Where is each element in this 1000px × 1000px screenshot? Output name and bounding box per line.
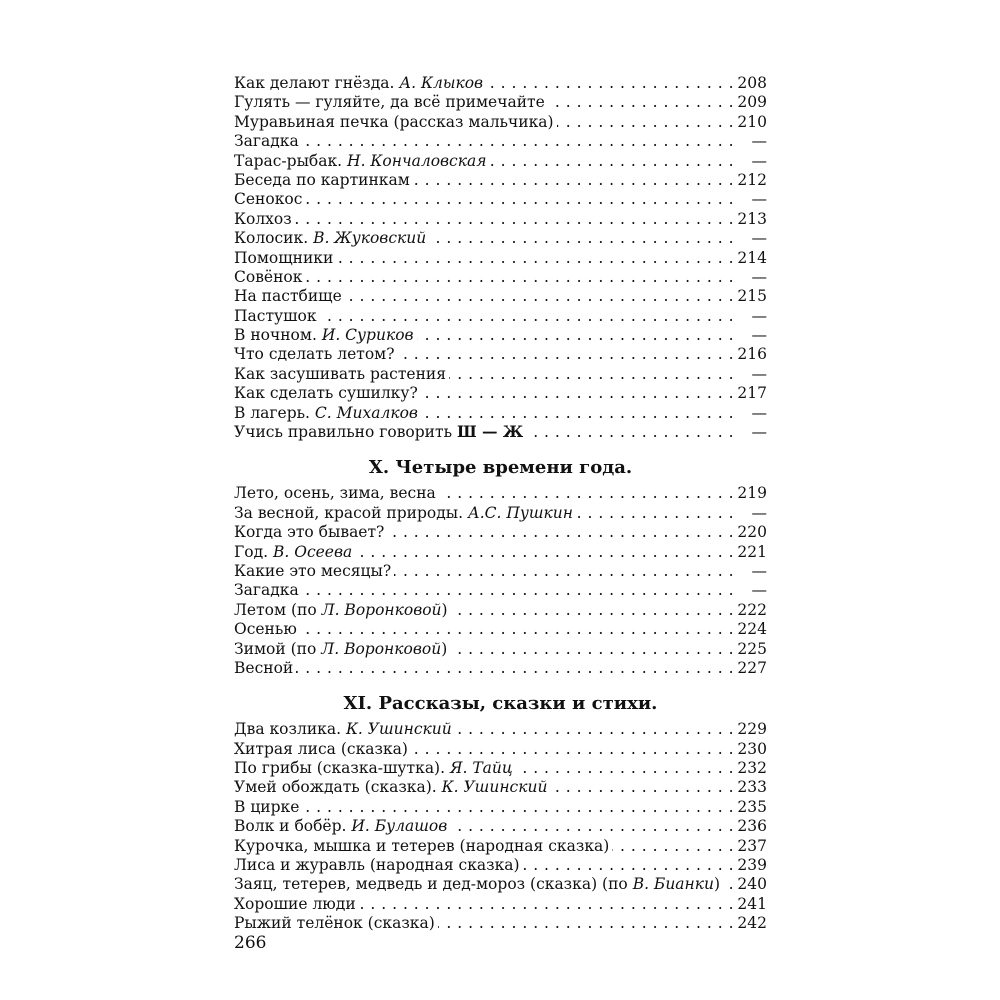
toc-entry xyxy=(234,856,767,875)
toc-page-number: 221 xyxy=(737,542,767,561)
toc-entry xyxy=(234,817,767,836)
title-text: Хитрая лиса (сказка) xyxy=(234,739,408,758)
page-number: 266 xyxy=(234,933,267,953)
dot-leader xyxy=(305,268,734,287)
toc-page-number: 236 xyxy=(737,817,767,836)
toc-entry-title xyxy=(234,914,435,933)
toc-entry xyxy=(234,837,767,856)
title-text: В ночном. xyxy=(234,326,322,345)
toc-entry-title xyxy=(234,113,554,132)
toc-entry-title xyxy=(234,404,418,423)
toc-entry xyxy=(234,640,767,659)
toc-entry xyxy=(234,523,767,542)
toc-entry-title xyxy=(234,229,426,248)
toc-entry-title xyxy=(234,543,352,562)
author-name: В. Жуковский xyxy=(313,229,427,248)
dot-leader xyxy=(438,914,734,933)
toc-entry-title xyxy=(234,798,299,817)
toc-page-number: — xyxy=(751,403,767,422)
author-name: Я. Тайц xyxy=(449,759,513,778)
toc-page-number: 220 xyxy=(737,523,767,542)
toc-page-number: 230 xyxy=(737,739,767,758)
toc-entry xyxy=(234,365,767,384)
toc-page-number: 217 xyxy=(737,384,767,403)
dot-leader xyxy=(723,875,734,894)
title-text: Загадка xyxy=(234,581,299,600)
dot-leader xyxy=(417,326,734,345)
toc-entry xyxy=(234,875,767,894)
toc-entry xyxy=(234,895,767,914)
toc-page-number: 241 xyxy=(737,894,767,913)
toc-entry-title xyxy=(234,326,414,345)
table-of-contents xyxy=(234,74,767,934)
title-text: Колхоз xyxy=(234,209,292,228)
toc-entry xyxy=(234,171,767,190)
dot-leader xyxy=(302,581,734,600)
toc-entry xyxy=(234,484,767,503)
toc-entry-title xyxy=(234,659,293,678)
emphasis-text: Ш — Ж xyxy=(456,422,524,442)
toc-entry xyxy=(234,759,767,778)
dot-leader xyxy=(455,720,734,739)
toc-page-number: — xyxy=(751,132,767,151)
title-text: Загадка xyxy=(234,132,299,151)
author-name: Л. Воронковой xyxy=(321,639,442,658)
toc-page-number: — xyxy=(751,151,767,170)
toc-entry-title xyxy=(234,268,302,287)
toc-entry-title xyxy=(234,740,408,759)
toc-entry-title xyxy=(234,759,513,778)
title-text: ) xyxy=(441,639,448,658)
dot-leader xyxy=(516,759,734,778)
title-text: Лето, осень, зима, весна xyxy=(234,484,436,503)
toc-page-number: — xyxy=(751,190,767,209)
toc-entry-title xyxy=(234,640,447,659)
toc-page-number: 208 xyxy=(737,73,767,92)
dot-leader xyxy=(449,365,734,384)
title-text: Совёнок xyxy=(234,267,303,286)
title-text: Рыжий телёнок (сказка) xyxy=(234,914,435,933)
author-name: К. Ушинский xyxy=(441,778,548,797)
toc-entry-title xyxy=(234,384,418,403)
section-heading: XI. Рассказы, сказки и стихи. xyxy=(343,693,658,715)
author-name: И. Булашов xyxy=(351,817,448,836)
dot-leader xyxy=(302,132,734,151)
toc-entry xyxy=(234,659,767,678)
toc-page-number: — xyxy=(751,364,767,383)
toc-entry xyxy=(234,132,767,151)
toc-entry xyxy=(234,345,767,364)
toc-entry-title xyxy=(234,837,609,856)
title-text: Как сделать сушилку? xyxy=(234,384,418,403)
toc-entry xyxy=(234,740,767,759)
author-name: К. Ушинский xyxy=(345,720,452,739)
author-name: А.С. Пушкин xyxy=(467,503,573,522)
toc-entry-title xyxy=(234,307,317,326)
dot-leader xyxy=(421,384,734,403)
dot-leader xyxy=(421,404,734,423)
toc-entry xyxy=(234,423,767,442)
section-heading: X. Четыре времени года. xyxy=(368,457,633,479)
dot-leader xyxy=(320,307,734,326)
toc-page-number: 225 xyxy=(737,639,767,658)
toc-entry xyxy=(234,326,767,345)
toc-page-number: — xyxy=(751,267,767,286)
title-text: Муравьиная печка (рассказ мальчика) xyxy=(234,112,554,131)
toc-page-number: 227 xyxy=(737,658,767,677)
dot-leader xyxy=(450,640,734,659)
toc-page-number: 239 xyxy=(737,856,767,875)
title-text: Умей обождать (сказка). xyxy=(234,778,442,797)
toc-entry-title xyxy=(234,422,523,442)
toc-entry xyxy=(234,384,767,403)
dot-leader xyxy=(302,798,734,817)
title-text: Какие это месяцы? xyxy=(234,561,392,580)
title-text: Беседа по картинкам xyxy=(234,170,410,189)
toc-entry xyxy=(234,779,767,798)
author-name: Н. Кончаловская xyxy=(347,151,487,170)
toc-page-number: 242 xyxy=(737,914,767,933)
toc-entry xyxy=(234,74,767,93)
title-text: Как делают гнёзда. xyxy=(234,73,400,92)
title-text: В лагерь. xyxy=(234,403,315,422)
dot-leader xyxy=(576,504,734,523)
dot-leader xyxy=(490,152,734,171)
toc-page-number: 219 xyxy=(737,484,767,503)
toc-entry-title xyxy=(234,581,299,600)
toc-entry xyxy=(234,914,767,933)
toc-entry xyxy=(234,249,767,268)
dot-leader xyxy=(548,93,734,112)
dot-leader xyxy=(557,113,734,132)
toc-entry xyxy=(234,307,767,326)
toc-page-number: 215 xyxy=(737,287,767,306)
toc-page-number: — xyxy=(751,503,767,522)
toc-entry xyxy=(234,229,767,248)
title-text: Хорошие люди xyxy=(234,894,356,913)
toc-page-number: 237 xyxy=(737,836,767,855)
toc-page-number: — xyxy=(751,581,767,600)
author-name: В. Осеева xyxy=(273,542,353,561)
dot-leader xyxy=(345,287,734,306)
toc-page-number: 222 xyxy=(737,600,767,619)
title-text: Курочка, мышка и тетерев (народная сказка) xyxy=(234,836,610,855)
toc-entry-title xyxy=(234,856,520,875)
title-text: Помощники xyxy=(234,248,334,267)
toc-page-number: 210 xyxy=(737,112,767,131)
toc-entry-title xyxy=(234,504,573,523)
dot-leader xyxy=(387,523,734,542)
dot-leader xyxy=(612,837,734,856)
toc-page-number: — xyxy=(751,561,767,580)
toc-entry xyxy=(234,190,767,209)
toc-entry xyxy=(234,152,767,171)
dot-leader xyxy=(355,543,734,562)
toc-page-number: 224 xyxy=(737,620,767,639)
title-text: Колосик. xyxy=(234,229,314,248)
dot-leader xyxy=(411,740,734,759)
dot-leader xyxy=(300,620,734,639)
title-text: Как засушивать растения xyxy=(234,364,447,383)
author-name: В. Бианки xyxy=(632,875,714,894)
toc-page-number: 240 xyxy=(737,875,767,894)
toc-entry-title xyxy=(234,345,395,364)
title-text: В цирке xyxy=(234,797,300,816)
title-text: ) xyxy=(714,875,721,894)
dot-leader xyxy=(523,856,734,875)
title-text: Лиса и журавль (народная сказка) xyxy=(234,856,520,875)
dot-leader xyxy=(526,423,734,442)
toc-entry xyxy=(234,210,767,229)
title-text: Весной xyxy=(234,658,294,677)
dot-leader xyxy=(486,74,734,93)
dot-leader xyxy=(439,484,734,503)
title-text: ) xyxy=(441,600,448,619)
dot-leader xyxy=(296,659,734,678)
toc-entry xyxy=(234,287,767,306)
toc-entry-title xyxy=(234,895,356,914)
title-text: Когда это бывает? xyxy=(234,523,385,542)
toc-page-number: — xyxy=(751,326,767,345)
toc-entry-title xyxy=(234,523,384,542)
toc-page-number: 233 xyxy=(737,778,767,797)
toc-entry-title xyxy=(234,287,342,306)
toc-entry xyxy=(234,404,767,423)
title-text: Зимой (по xyxy=(234,639,322,658)
toc-entry xyxy=(234,720,767,739)
toc-entry-title xyxy=(234,620,297,639)
toc-entry-title xyxy=(234,484,436,503)
toc-entry-title xyxy=(234,720,452,739)
toc-entry-title xyxy=(234,132,299,151)
author-name: Л. Воронковой xyxy=(321,600,442,619)
toc-page-number: 209 xyxy=(737,93,767,112)
toc-entry-title xyxy=(234,817,447,836)
toc-page-number: 229 xyxy=(737,720,767,739)
title-text: Что сделать летом? xyxy=(234,345,395,364)
dot-leader xyxy=(305,190,734,209)
dot-leader xyxy=(336,249,734,268)
dot-leader xyxy=(413,171,734,190)
dot-leader xyxy=(295,210,734,229)
toc-entry-title xyxy=(234,601,448,620)
toc-entry-title xyxy=(234,778,547,797)
title-text: Заяц, тетерев, медведь и дед-мороз (сказка) (по xyxy=(234,875,633,894)
toc-entry xyxy=(234,798,767,817)
title-text: Тарас-рыбак. xyxy=(234,151,348,170)
toc-page-number: — xyxy=(751,306,767,325)
toc-page-number: — xyxy=(751,423,767,442)
toc-entry-title xyxy=(234,365,446,384)
toc-entry-title xyxy=(234,93,545,112)
toc-page-number: 212 xyxy=(737,170,767,189)
toc-page-number: 213 xyxy=(737,209,767,228)
toc-entry xyxy=(234,543,767,562)
author-name: С. Михалков xyxy=(314,403,418,422)
toc-entry-title xyxy=(234,875,720,894)
toc-entry xyxy=(234,581,767,600)
author-name: И. Суриков xyxy=(321,326,414,345)
dot-leader xyxy=(451,601,734,620)
title-text: На пастбище xyxy=(234,287,342,306)
dot-leader xyxy=(394,562,734,581)
dot-leader xyxy=(450,817,734,836)
title-text: Учись правильно говорить xyxy=(234,423,457,442)
toc-entry-title xyxy=(234,562,391,581)
toc-entry-title xyxy=(234,171,410,190)
toc-page-number: — xyxy=(751,229,767,248)
toc-entry xyxy=(234,268,767,287)
title-text: Год. xyxy=(234,542,273,561)
toc-page-number: 214 xyxy=(737,248,767,267)
toc-entry-title xyxy=(234,190,302,209)
title-text: Два козлика. xyxy=(234,720,346,739)
title-text: Сенокос xyxy=(234,190,303,209)
toc-entry-title xyxy=(234,249,333,268)
dot-leader xyxy=(429,229,734,248)
dot-leader xyxy=(398,345,734,364)
title-text: По грибы (сказка-шутка). xyxy=(234,759,450,778)
author-name: А. Клыков xyxy=(399,73,484,92)
toc-entry-title xyxy=(234,74,483,93)
dot-leader xyxy=(359,895,734,914)
toc-entry-title xyxy=(234,210,292,229)
title-text: За весной, красой природы. xyxy=(234,503,468,522)
toc-entry xyxy=(234,504,767,523)
toc-entry xyxy=(234,562,767,581)
toc-page-number: 235 xyxy=(737,797,767,816)
toc-page-number: 232 xyxy=(737,759,767,778)
title-text: Гулять — гуляйте, да всё примечайте xyxy=(234,93,545,112)
toc-entry xyxy=(234,93,767,112)
toc-entry-title xyxy=(234,152,487,171)
title-text: Осенью xyxy=(234,620,297,639)
toc-entry xyxy=(234,601,767,620)
title-text: Летом (по xyxy=(234,600,322,619)
toc-page-number: 216 xyxy=(737,345,767,364)
title-text: Волк и бобёр. xyxy=(234,817,352,836)
title-text: Пастушок xyxy=(234,306,317,325)
toc-entry xyxy=(234,620,767,639)
dot-leader xyxy=(550,779,734,798)
toc-entry xyxy=(234,113,767,132)
